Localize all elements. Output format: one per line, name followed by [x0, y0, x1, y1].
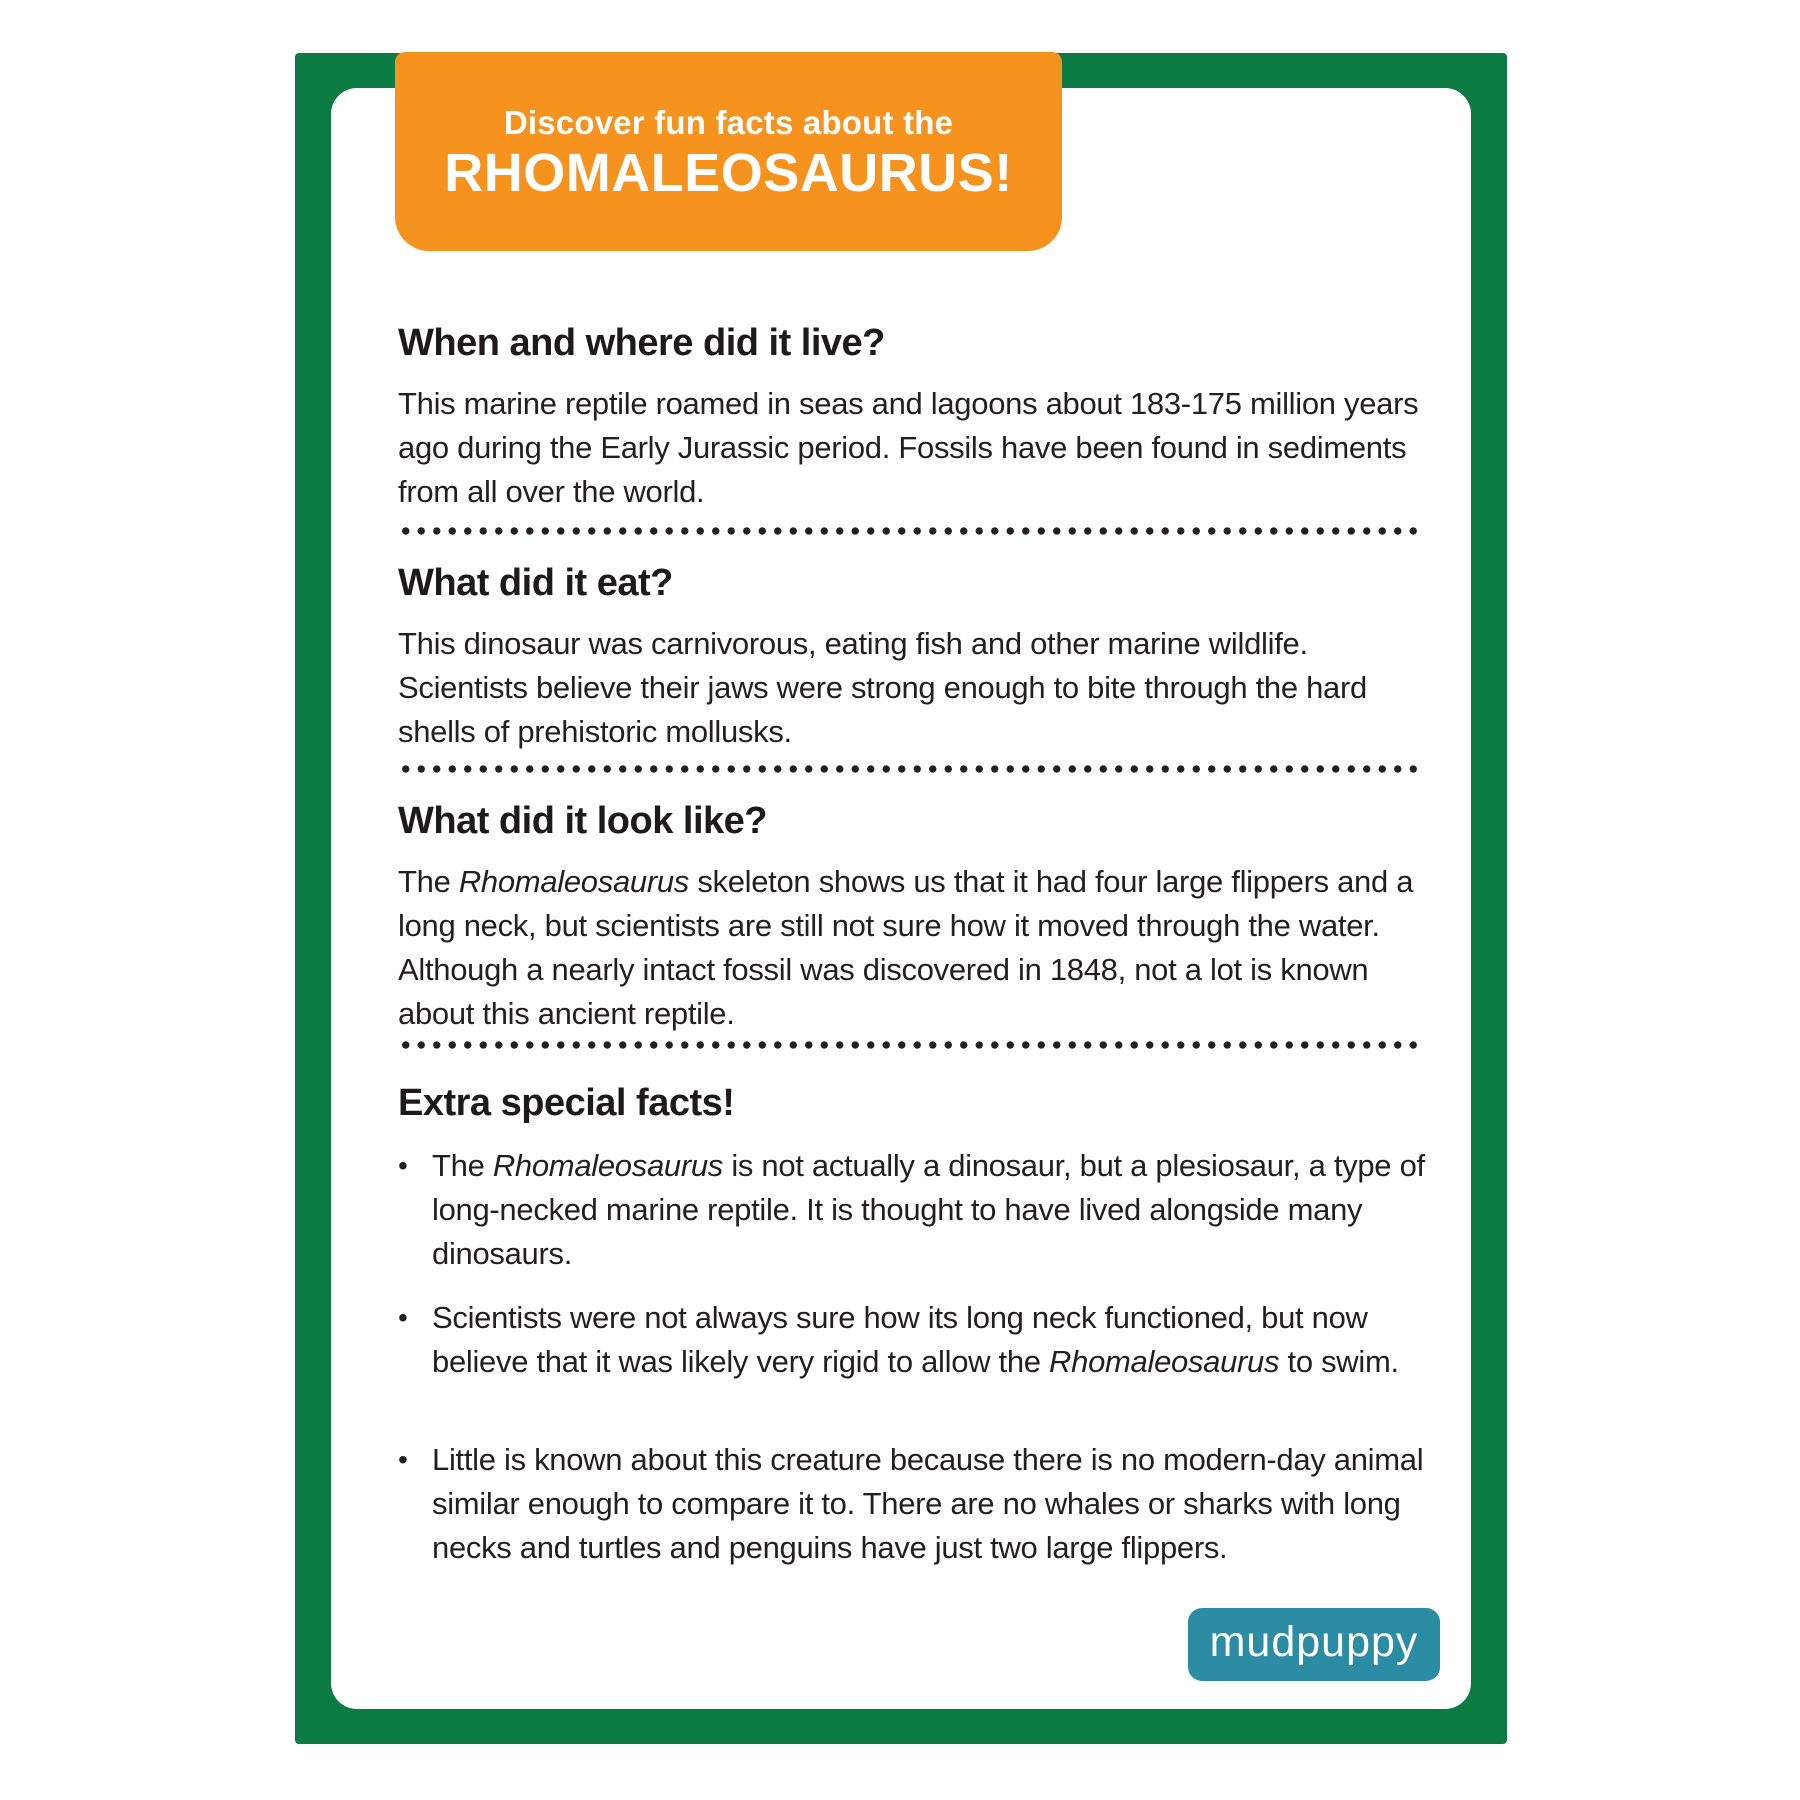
section-paragraph-when-where: This marine reptile roamed in seas and lagoons about 183-175 million years ago during the Early Jurassic period. Fossils have been found in sediments from all over the world. — [398, 386, 1419, 509]
dotted-divider — [398, 1040, 1420, 1050]
mudpuppy-logo-text: mudpuppy — [1209, 1617, 1419, 1666]
section-paragraph-what-eat: This dinosaur was carnivorous, eating fish and other marine wildlife. Scientists believe their jaws were strong enough to bite through the hard shells of prehistoric mollusks. — [398, 626, 1367, 749]
section-heading-extra-facts: Extra special facts! — [398, 1082, 735, 1124]
mudpuppy-logo — [1188, 1608, 1440, 1681]
list-item — [398, 1144, 1440, 1276]
banner-kicker: Discover fun facts about the — [503, 104, 954, 142]
title-banner — [395, 52, 1062, 251]
section-heading-when-where: When and where did it live? — [398, 322, 885, 364]
bullet-text-neck: Scientists were not always sure how its long neck functioned, but now believe that it was likely very rigid to allow the Rhomaleosaurus to swim. — [432, 1300, 1399, 1379]
dotted-divider — [398, 526, 1420, 536]
bullet-text-plesiosaur: The Rhomaleosaurus is not actually a dinosaur, but a plesiosaur, a type of long-necked marine reptile. It is thought to have lived alongside many dinosaurs. — [432, 1148, 1425, 1271]
banner-title: RHOMALEOSAURUS! — [444, 143, 1013, 204]
bullet-text-comparison: Little is known about this creature because there is no modern-day animal similar enough to compare it to. There are no whales or sharks with long necks and turtles and penguins have just two large flippers. — [432, 1442, 1424, 1565]
section-heading-what-eat: What did it eat? — [398, 562, 673, 604]
bullet-icon: • — [398, 1444, 408, 1475]
section-paragraph-look-like: The Rhomaleosaurus skeleton shows us that it had four large flippers and a long neck, but scientists are still not sure how it moved through the water. Although a nearly intact fossil was discovered in 1848, not a lot is known about this ancient reptile. — [398, 864, 1414, 1031]
section-heading-look-like: What did it look like? — [398, 800, 767, 842]
bullet-icon: • — [398, 1150, 408, 1181]
dotted-divider — [398, 764, 1420, 774]
list-item — [398, 1296, 1440, 1384]
list-item — [398, 1438, 1440, 1570]
bullet-icon: • — [398, 1302, 408, 1333]
